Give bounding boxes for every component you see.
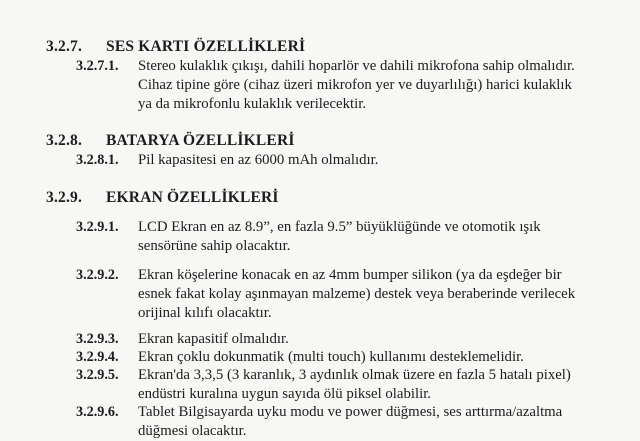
section-title: SES KARTI ÖZELLİKLERİ — [106, 38, 306, 55]
list-item — [76, 366, 616, 406]
item-text: Ekran'da 3,3,5 (3 karanlık, 3 aydınlık olmak üzere en fazla 5 hatalı pixel) endüstri kuralına uygun sayıda ölü piksel olabilir. — [138, 367, 571, 402]
section-title: EKRAN ÖZELLİKLERİ — [106, 189, 279, 206]
item-number: 3.2.9.2. — [76, 267, 119, 283]
item-text: Tablet Bilgisayarda uyku modu ve power düğmesi, ses arttırma/azaltma düğmesi olacaktır. — [138, 404, 563, 439]
list-item — [76, 348, 616, 368]
section-number: 3.2.7. — [46, 38, 83, 55]
section-number: 3.2.9. — [46, 189, 83, 206]
list-item — [76, 330, 616, 350]
list-item — [76, 151, 616, 171]
list-item — [76, 266, 616, 326]
section-heading-batarya — [46, 132, 446, 152]
item-number: 3.2.8.1. — [76, 152, 119, 168]
item-text: LCD Ekran en az 8.9”, en fazla 9.5” büyüklüğünde ve otomotik ışık sensörüne sahip olacaktır. — [138, 219, 541, 254]
item-text: Pil kapasitesi en az 6000 mAh olmalıdır. — [138, 152, 379, 168]
item-text: Ekran kapasitif olmalıdır. — [138, 331, 289, 347]
item-number: 3.2.7.1. — [76, 58, 119, 74]
list-item — [76, 403, 616, 441]
item-number: 3.2.9.6. — [76, 404, 119, 420]
item-number: 3.2.9.5. — [76, 367, 119, 383]
section-heading-ses-karti — [46, 38, 446, 58]
section-number: 3.2.8. — [46, 132, 83, 149]
list-item — [76, 218, 616, 258]
item-number: 3.2.9.4. — [76, 349, 119, 365]
item-text: Stereo kulaklık çıkışı, dahili hoparlör ve dahili mikrofona sahip olmalıdır. Cihaz tipine göre (cihaz üzeri mikrofon yer ve duyarlılığı) harici kulaklık ya da mikrofonlu kulaklık verilecektir. — [138, 58, 575, 112]
section-heading-ekran — [46, 189, 446, 209]
item-text: Ekran çoklu dokunmatik (multi touch) kullanımı desteklemelidir. — [138, 349, 524, 365]
item-text: Ekran köşelerine konacak en az 4mm bumper silikon (ya da eşdeğer bir esnek fakat kolay aşınmayan malzeme) destek veya beraberinde verilecek orijinal kılıfı olacaktır. — [138, 267, 576, 321]
item-number: 3.2.9.3. — [76, 331, 119, 347]
list-item — [76, 57, 616, 117]
item-number: 3.2.9.1. — [76, 219, 119, 235]
section-title: BATARYA ÖZELLİKLERİ — [106, 132, 295, 149]
